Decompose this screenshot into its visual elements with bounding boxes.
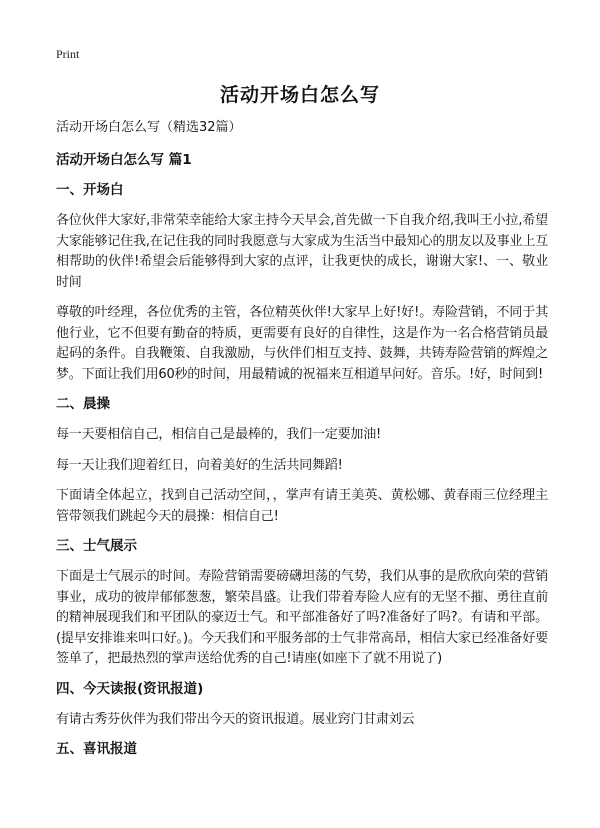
paragraph: 每一天让我们迎着红日，向着美好的生活共同舞蹈! [56,457,343,473]
section-heading-good-news: 五、喜讯报道 [56,741,137,757]
section-heading-news: 四、今天读报(资讯报道) [56,680,204,697]
paragraph: 尊敬的叶经理，各位优秀的主管，各位精英伙伴!大家早上好!好!。寿险营销，不同于其他行业，它不但要有勤奋的特质，更需要有良好的自律性，这是作为一名合格营销员最起码的条件。自我鞭策、自我激励，与伙伴们相互支持、鼓舞，共铸寿险营销的辉煌之梦。下面让我们用60秒的时间，用最精诚的祝福来互相道早问好。音乐。!好，时间到! [56,305,548,382]
paragraph: 下面请全体起立，找到自己活动空间，，掌声有请王美英、黄松娜、黄春雨三位经理主管带领我们跳起今天的晨操：相信自己! [56,488,548,524]
section-heading-morale: 三、士气展示 [56,538,137,554]
article-heading: 活动开场白怎么写 篇1 [56,152,192,168]
paragraph: 有请古秀芬伙伴为我们带出今天的资讯报道。展业窍门甘肃刘云 [56,711,415,727]
section-heading-morning-exercise: 二、晨操 [56,396,110,412]
document-body [56,119,548,770]
section-heading-opening: 一、开场白 [56,182,124,198]
page-title: 活动开场白怎么写 [219,84,380,106]
paragraph: 下面是士气展示的时间。寿险营销需要磅礴坦荡的气势，我们从事的是欣欣向荣的营销事业，成功的彼岸郁郁葱葱，繁荣昌盛。让我们带着寿险人应有的无坚不摧、勇往直前的精神展现我们和平团队的豪迈士气。和平部准备好了吗?准备好了吗?。有请和平部。(提早安排谁来叫口好。)。今天我们和平服务部的士气非常高昂，相信大家已经准备好要签单了，把最热烈的掌声送给优秀的自己!请座(如座下了就不用说了) [56,569,548,666]
paragraph: 每一天要相信自己，相信自己是最棒的，我们一定要加油! [56,427,382,442]
document-subtitle: 活动开场白怎么写（精选32篇） [56,120,242,135]
paragraph: 各位伙伴大家好,非常荣幸能给大家主持今天早会,首先做一下自我介绍,我叫王小拉,希望大家能够记住我,在记住我的同时我愿意与大家成为生活当中最知心的朋友以及事业上互相帮助的伙伴!希望会后能够得到大家的点评，让我更快的成长，谢谢大家!、一、敬业时间 [56,213,548,290]
print-link[interactable]: Print [56,47,80,61]
